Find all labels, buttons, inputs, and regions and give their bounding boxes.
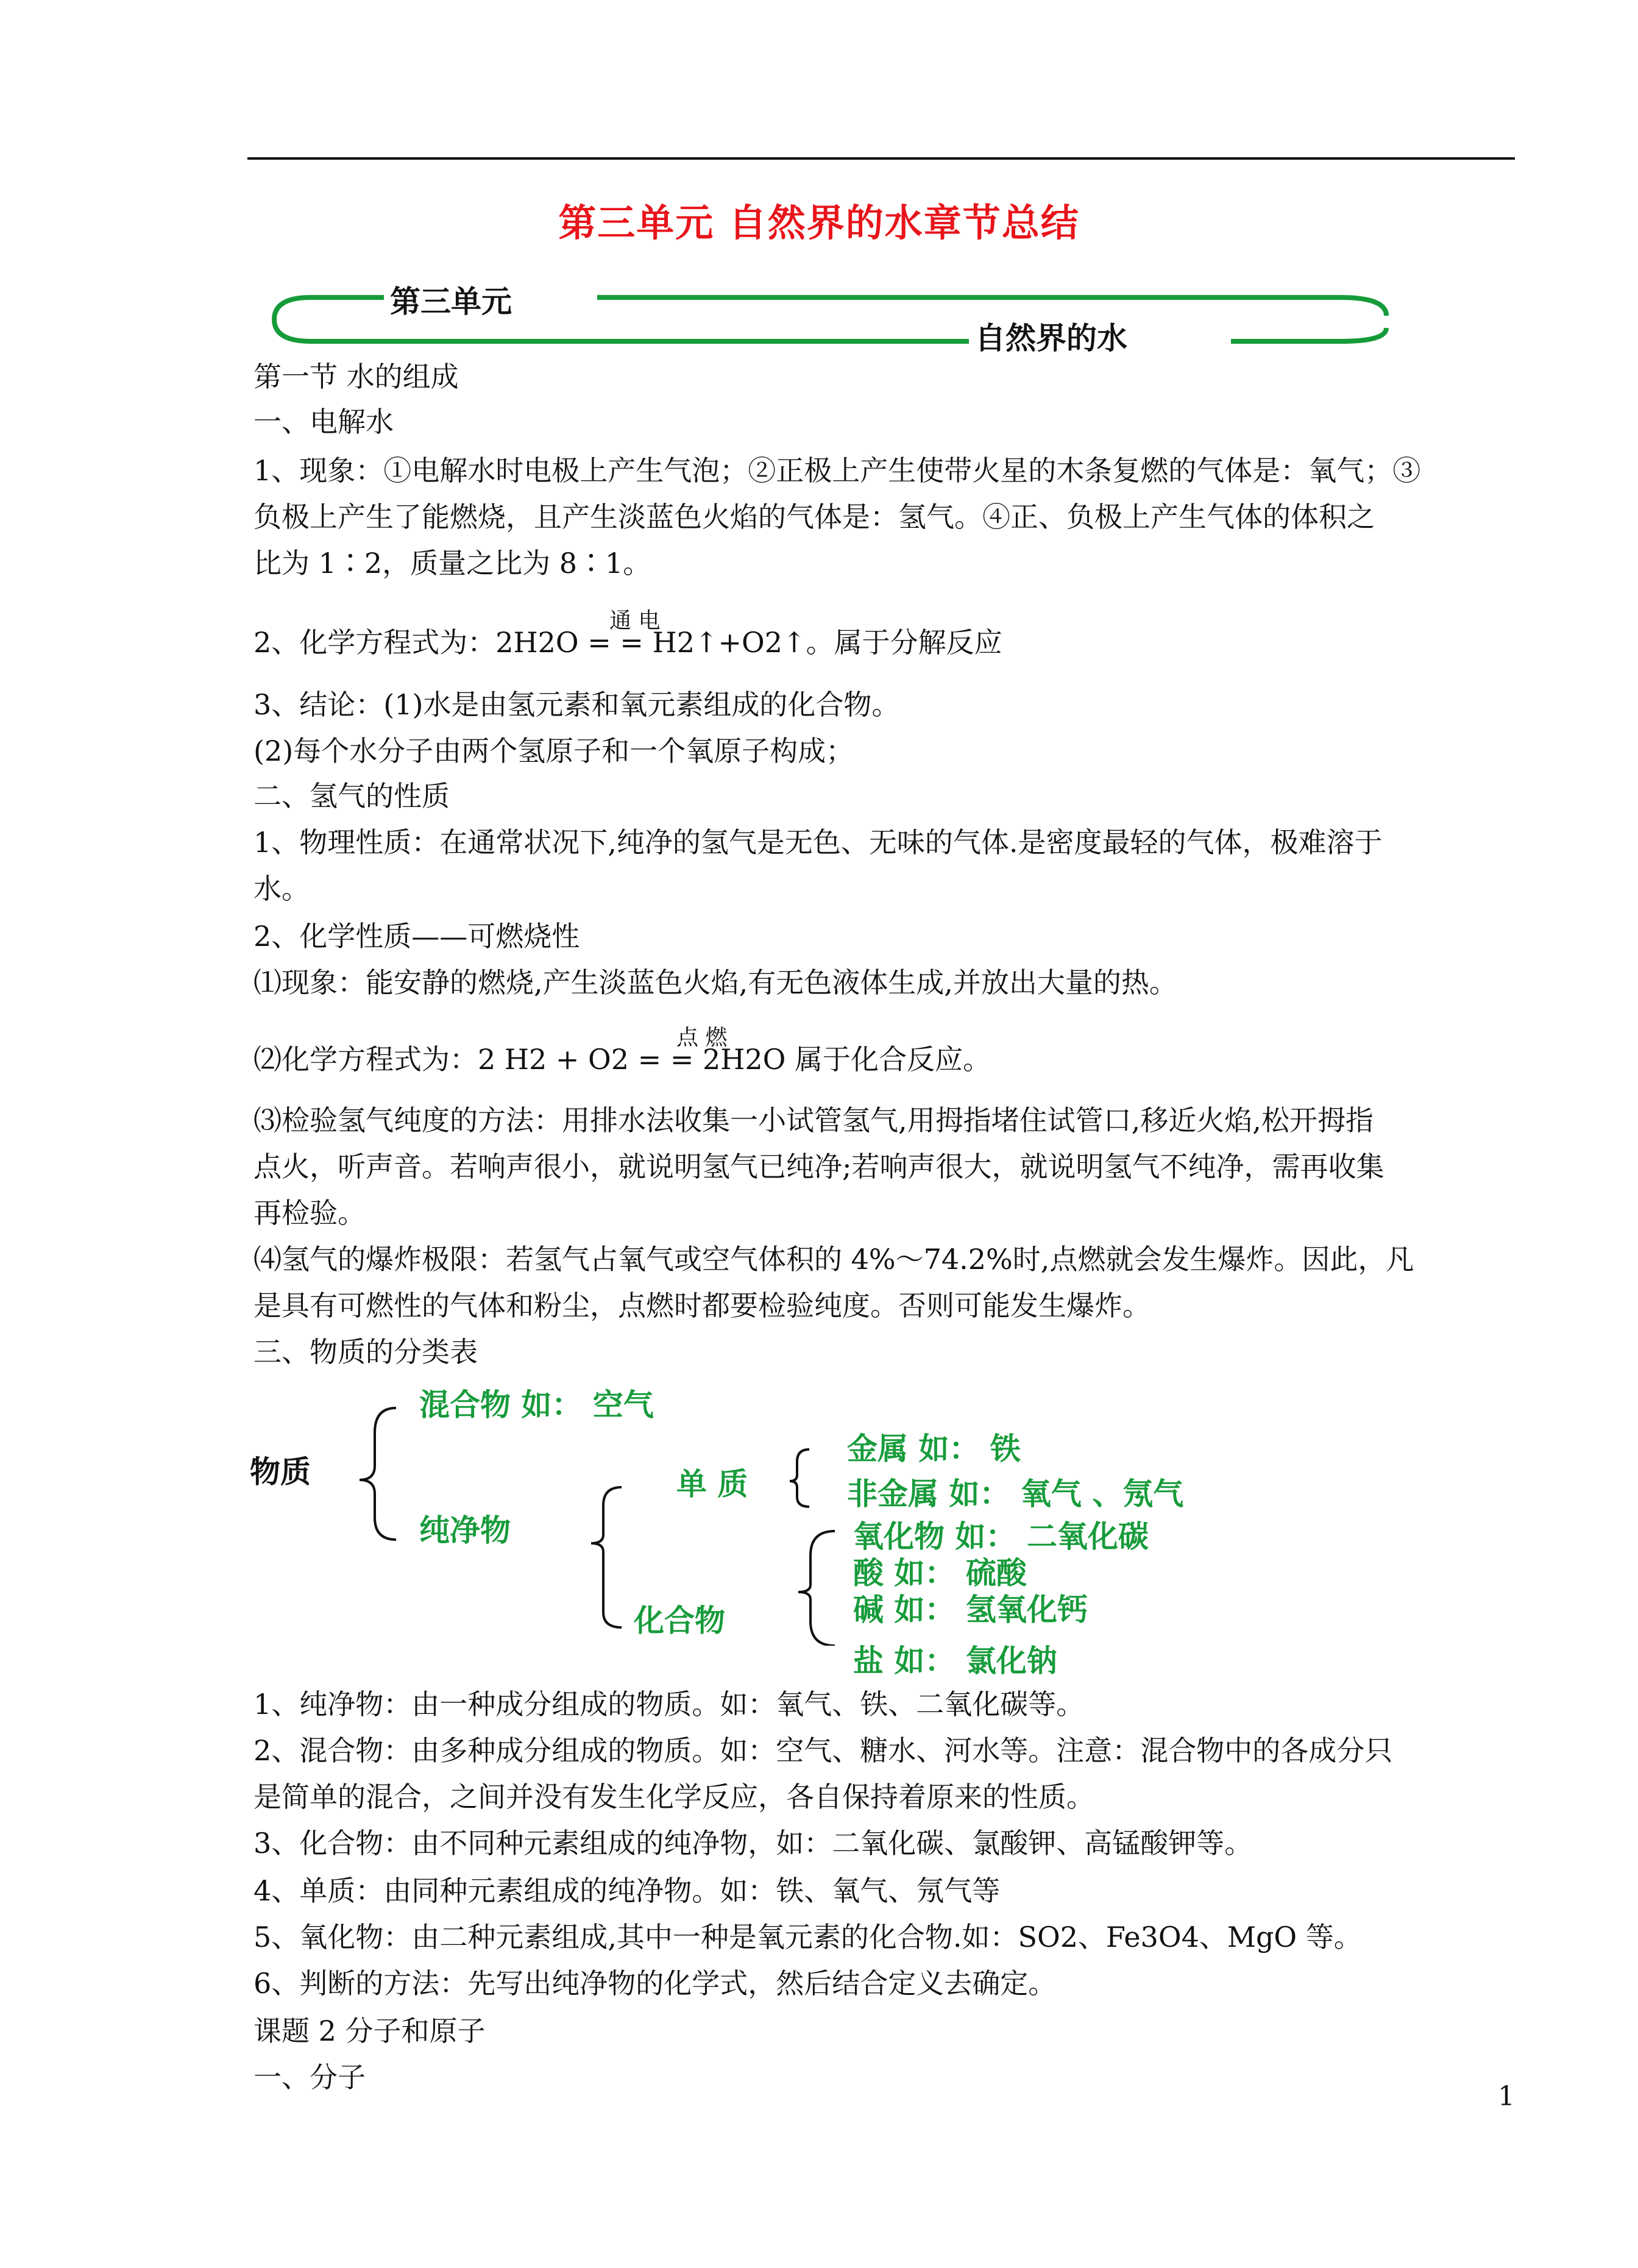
top-rule — [247, 157, 1515, 160]
tree-metal: 金属 如： 铁 — [847, 1431, 1021, 1466]
text-line: 3、结论：(1)水是由氢元素和氧元素组成的化合物。 — [254, 688, 900, 721]
text-line: ⑷氢气的爆炸极限：若氢气占氧气或空气体积的 4%～74.2%时,点燃就会发生爆炸。因此，凡 — [254, 1243, 1414, 1276]
reaction-condition: 通 电 — [609, 608, 661, 633]
tree-oxide: 氧化物 如： 二氧化碳 — [853, 1519, 1149, 1554]
banner-unit: 第三单元 — [390, 285, 512, 319]
reaction-condition: 点 燃 — [676, 1025, 728, 1050]
subheading: 二、氢气的性质 — [254, 780, 450, 812]
text-line: 3、化合物：由不同种元素组成的纯净物，如：二氧化碳、氯酸钾、高锰酸钾等。 — [254, 1827, 1253, 1860]
tree-root: 物质 — [250, 1454, 311, 1490]
subheading: 三、物质的分类表 — [254, 1335, 478, 1368]
text-line: 6、判断的方法：先写出纯净物的化学式，然后结合定义去确定。 — [254, 1967, 1057, 2000]
section-heading: 第一节 水的组成 — [254, 360, 459, 393]
page-number: 1 — [1498, 2081, 1515, 2112]
classification-diagram — [250, 1378, 1383, 1646]
text-line: 负极上产生了能燃烧，且产生淡蓝色火焰的气体是：氢气。④正、负极上产生气体的体积之 — [254, 500, 1375, 533]
text-line: 5、氧化物：由二种元素组成,其中一种是氧元素的化合物.如：SO2、Fe3O4、MgO 等。 — [254, 1921, 1362, 1953]
text-line: 再检验。 — [254, 1196, 366, 1229]
equation-line: 2、化学方程式为：2H2O = = H2↑+O2↑。属于分解反应 — [254, 626, 1002, 659]
tree-pure: 纯净物 — [419, 1513, 511, 1548]
page-title: 第三单元 自然界的水章节总结 — [558, 201, 1080, 245]
text-line: 1、现象：①电解水时电极上产生气泡；②正极上产生使带火星的木条复燃的气体是：氧气；③ — [254, 454, 1421, 487]
subheading: 一、电解水 — [254, 405, 394, 438]
subheading: 一、分子 — [254, 2061, 366, 2094]
text-line: (2)每个水分子由两个氢原子和一个氧原子构成； — [254, 734, 854, 767]
text-line: 4、单质：由同种元素组成的纯净物。如：铁、氧气、氖气等 — [254, 1874, 1001, 1907]
tree-nonmetal: 非金属 如： 氧气 、氖气 — [847, 1476, 1184, 1512]
tree-element: 单 质 — [676, 1466, 748, 1502]
text-line: 1、物理性质：在通常状况下,纯净的氢气是无色、无味的气体.是密度最轻的气体，极难溶于 — [254, 826, 1383, 859]
tree-acid: 酸 如： 硫酸 — [853, 1555, 1027, 1591]
equation-line: ⑵化学方程式为：2 H2 + O2 = = 2H2O 属于化合反应。 — [254, 1043, 991, 1076]
classification-diagram-salt — [847, 1640, 1347, 1688]
text-line: 1、纯净物：由一种成分组成的物质。如：氧气、铁、二氧化碳等。 — [254, 1688, 1085, 1721]
text-line: 水。 — [254, 872, 310, 905]
text-line: 2、化学性质——可燃烧性 — [254, 920, 580, 953]
tree-mixture: 混合物 如： 空气 — [419, 1387, 654, 1423]
section-heading: 课题 2 分子和原子 — [254, 2014, 486, 2047]
text-line: ⑴现象：能安静的燃烧,产生淡蓝色火焰,有无色液体生成,并放出大量的热。 — [254, 966, 1177, 999]
text-line: 是具有可燃性的气体和粉尘，点燃时都要检验纯度。否则可能发生爆炸。 — [254, 1289, 1150, 1322]
banner-name: 自然界的水 — [975, 321, 1127, 354]
text-line: 2、混合物：由多种成分组成的物质。如：空气、糖水、河水等。注意：混合物中的各成分只 — [254, 1734, 1393, 1767]
unit-banner — [268, 285, 1395, 354]
text-line: ⑶检验氢气纯度的方法：用排水法收集一小试管氢气,用拇指堵住试管口,移近火焰,松开拇指 — [254, 1104, 1374, 1137]
tree-salt: 盐 如： 氯化钠 — [853, 1643, 1057, 1679]
tree-base: 碱 如： 氢氧化钙 — [853, 1592, 1088, 1627]
tree-compound: 化合物 — [634, 1603, 725, 1638]
text-line: 是简单的混合，之间并没有发生化学反应，各自保持着原来的性质。 — [254, 1780, 1094, 1813]
text-line: 比为 1∶2，质量之比为 8∶1。 — [254, 547, 651, 580]
text-line: 点火，听声音。若响声很小，就说明氢气已纯净;若响声很大，就说明氢气不纯净，需再收集 — [254, 1150, 1384, 1183]
